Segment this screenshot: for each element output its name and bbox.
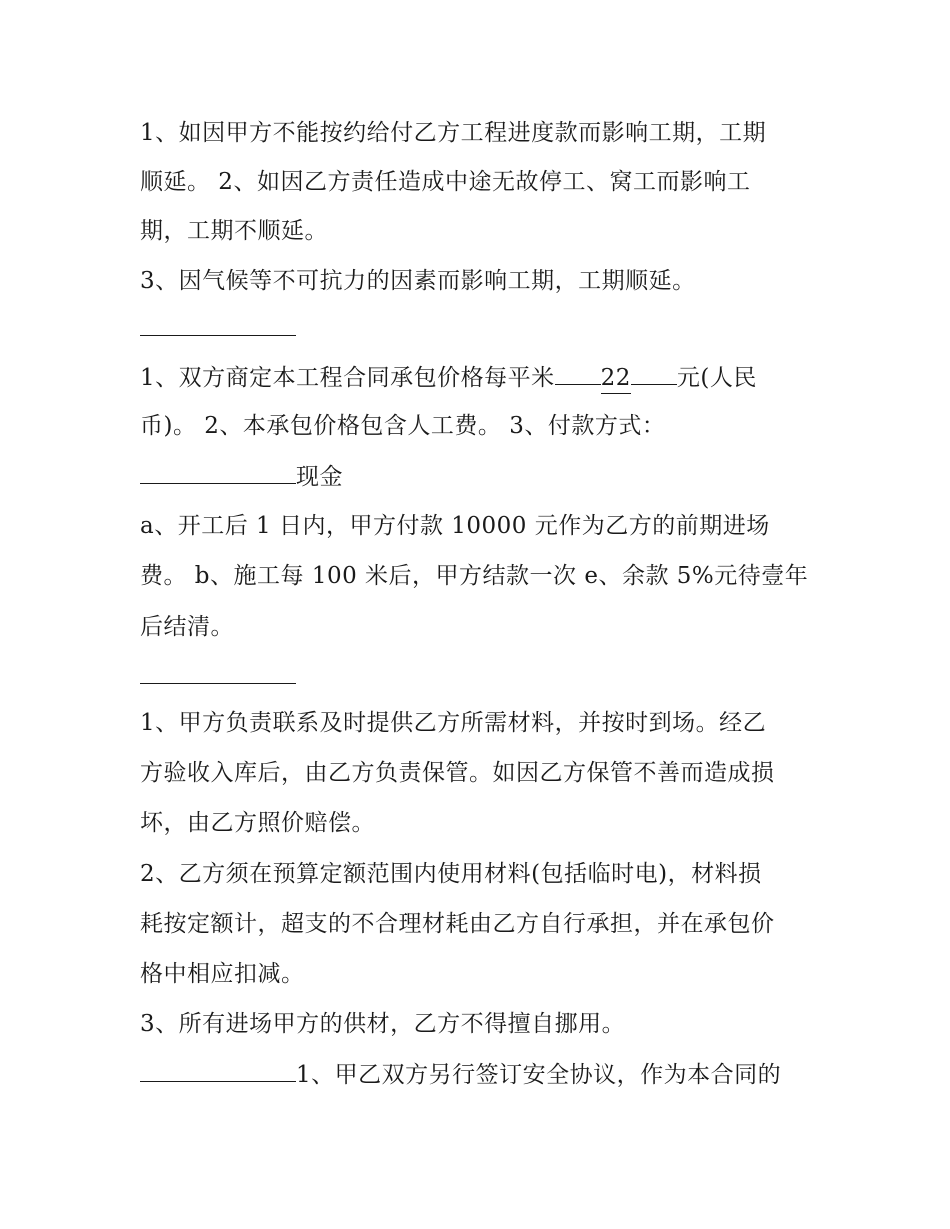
text-line: 1、甲方负责联系及时提供乙方所需材料，并按时到场。经乙: [140, 710, 767, 736]
price-text-after: 元(人民: [676, 365, 757, 391]
text-line-payment: [140, 461, 343, 492]
safety-text: 1、甲乙双方另行签订安全协议，作为本合同的: [296, 1062, 782, 1088]
text-line: 2、乙方须在预算定额范围内使用材料(包括临时电)，材料损: [140, 861, 762, 887]
payment-method: 现金: [296, 464, 343, 490]
text-line: 后结清。: [140, 614, 234, 640]
text-line: 顺延。 2、如因乙方责任造成中途无故停工、窝工而影响工: [140, 169, 751, 195]
text-line: 格中相应扣减。: [140, 961, 305, 987]
text-line: a、开工后 1 日内，甲方付款 10000 元作为乙方的前期进场: [140, 513, 770, 539]
text-line-safety: [140, 1059, 781, 1090]
text-line: 1、如因甲方不能按约给付乙方工程进度款而影响工期，工期: [140, 120, 767, 146]
text-line: 坏，由乙方照价赔偿。: [140, 810, 375, 836]
blank-underline: [631, 362, 677, 385]
text-line: 费。 b、施工每 100 米后，甲方结款一次 e、余款 5%元待壹年: [140, 563, 809, 589]
text-line: 方验收入库后，由乙方负责保管。如因乙方保管不善而造成损: [140, 760, 775, 786]
blank-underline: [555, 362, 601, 385]
price-text-before: 1、双方商定本工程合同承包价格每平米: [140, 365, 555, 391]
blank-underline: [140, 461, 296, 484]
text-line: 期，工期不顺延。: [140, 218, 328, 244]
text-line: 3、所有进场甲方的供材，乙方不得擅自挪用。: [140, 1011, 626, 1037]
blank-underline: [140, 335, 296, 336]
text-line: 耗按定额计，超支的不合理材耗由乙方自行承担，并在承包价: [140, 911, 775, 937]
price-value: 22: [601, 363, 631, 394]
text-line: 3、因气候等不可抗力的因素而影响工期，工期顺延。: [140, 268, 696, 294]
text-line-price: [140, 362, 757, 394]
blank-underline: [140, 1059, 296, 1082]
text-line: 币)。 2、本承包价格包含人工费。 3、付款方式：: [140, 413, 666, 439]
blank-underline: [140, 683, 296, 684]
